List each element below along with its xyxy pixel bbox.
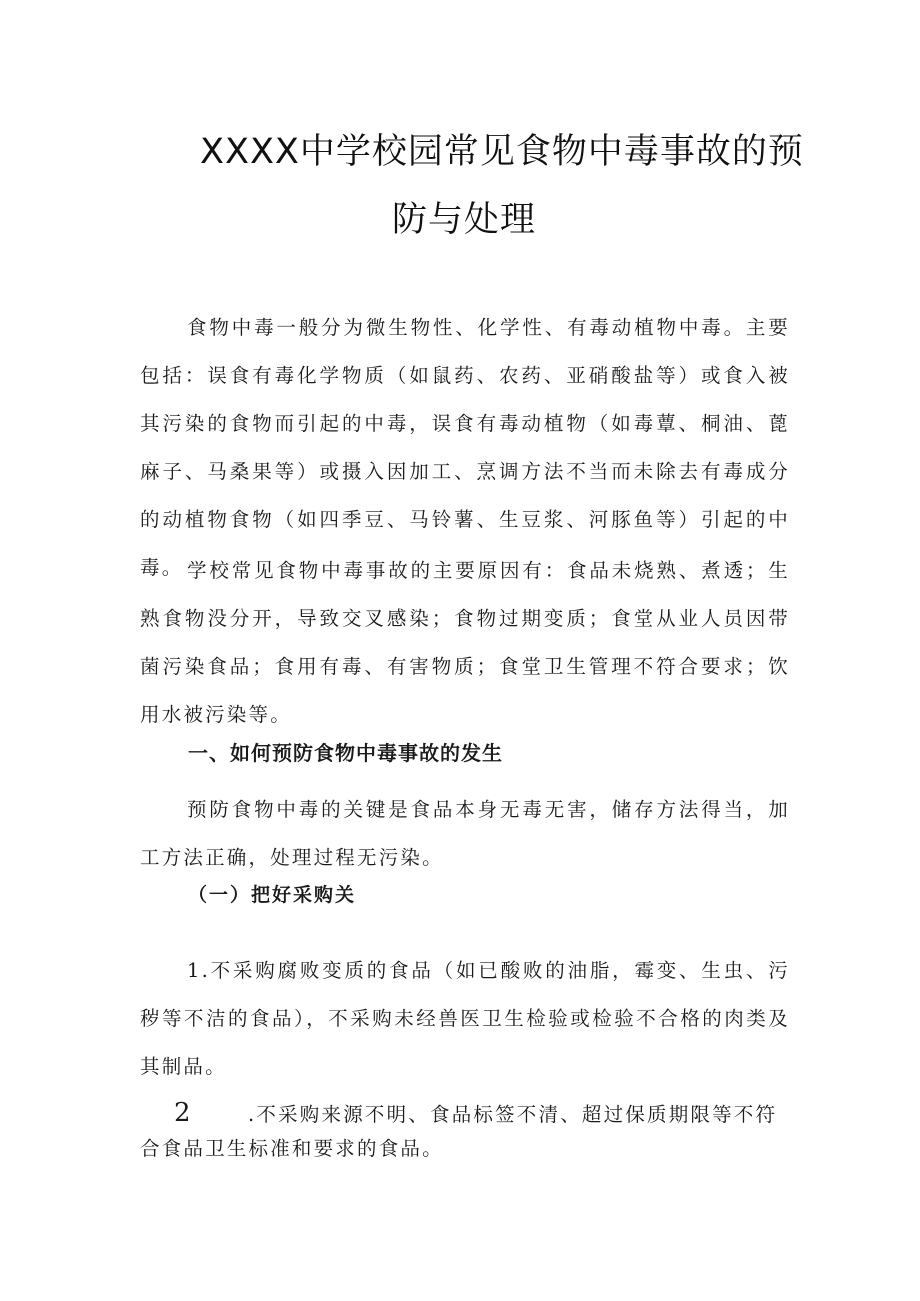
list-item-2-number: 2: [174, 1098, 191, 1128]
paragraph-main-causes: 学校常见食物中毒事故的主要原因有：食品未烧熟、煮透；生熟食物没分开，导致交叉感染；食物过期变质；食堂从业人员因带菌污染食品；食用有毒、有害物质；食堂卫生管理不符合要求；饮用水被污染等。: [140, 559, 790, 726]
list-item-2: [140, 1096, 790, 1166]
list-item-2-text: .不采购来源不明、食品标签不清、超过保质期限等不符合食品卫生标准和要求的食品。: [140, 1103, 778, 1160]
document-title-line-2: 防与处理: [392, 200, 537, 240]
document-title-line-1: XXXX中学校园常见食物中毒事故的预: [200, 132, 804, 172]
list-item-1: 1.不采购腐败变质的食品（如已酸败的油脂，霉变、生虫、污秽等不洁的食品），不采购未经兽医卫生检验或检验不合格的肉类及其制品。: [140, 959, 790, 1078]
section-heading-prevention: 一、如何预防食物中毒事故的发生: [188, 741, 503, 765]
paragraph-prevention-key: 预防食物中毒的关键是食品本身无毒无害，储存方法得当，加工方法正确，处理过程无污染。: [140, 798, 790, 869]
paragraph-food-poisoning-types: 食物中毒一般分为微生物性、化学性、有毒动植物中毒。主要包括：误食有毒化学物质（如鼠药、农药、亚硝酸盐等）或食入被其污染的食物而引起的中毒，误食有毒动植物（如毒蕈、桐油、蓖麻子、马桑果等）或摄入因加工、烹调方法不当而未除去有毒成分的动植物食物（如四季豆、马铃薯、生豆浆、河豚鱼等）引起的中毒。: [140, 316, 790, 579]
subsection-heading-purchasing: （一）把好采购关: [188, 884, 357, 906]
